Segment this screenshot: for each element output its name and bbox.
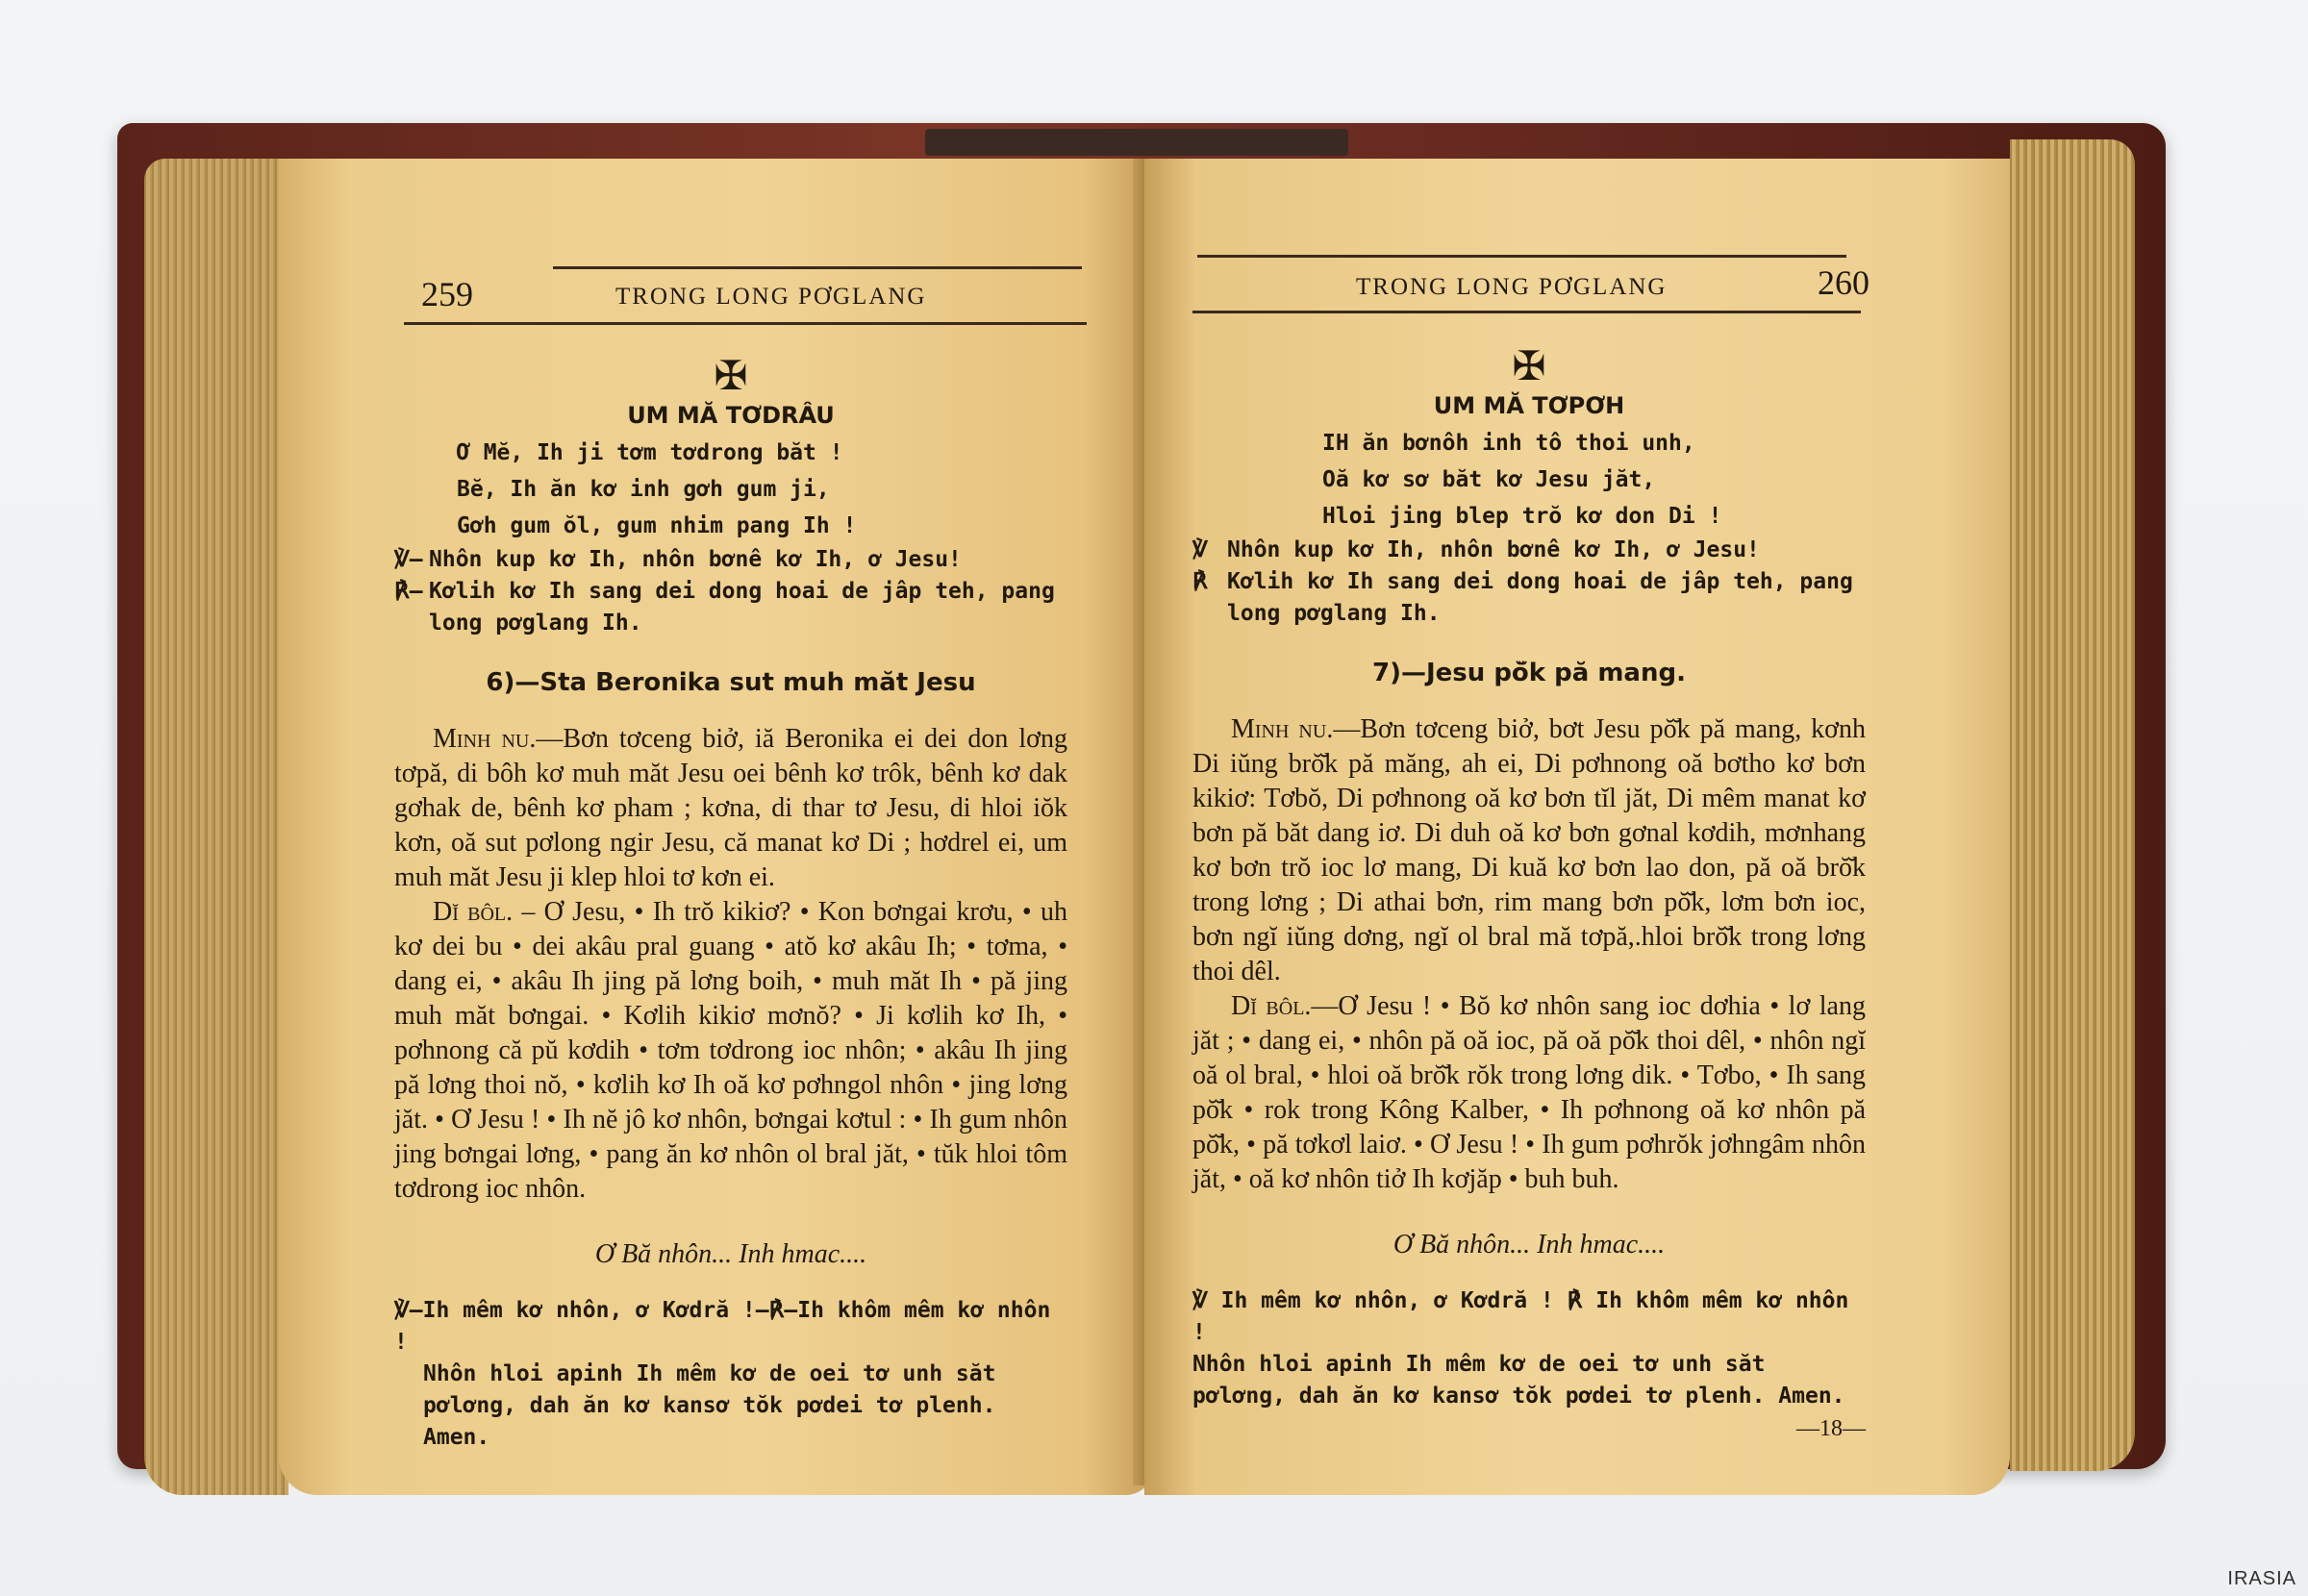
prayer-paragraph	[394, 895, 1067, 1207]
verse-line: Gơh gum ŏl, gum nhim pang Ih !	[457, 513, 857, 538]
verse-line: Oă kơ sơ băt kơ Jesu jăt,	[1322, 467, 1656, 492]
right-page	[1144, 159, 2010, 1495]
header-bottom-rule	[1192, 311, 1861, 313]
page-number: 259	[421, 275, 473, 313]
running-head: TRONG LONG PƠGLANG	[615, 284, 927, 310]
response	[1192, 566, 1866, 630]
versicle-text: Nhôn kup kơ Ih, nhôn bơnê kơ Ih, ơ Jesu!	[1227, 537, 1760, 562]
response-text: Kơlih kơ Ih sang dei dong hoai de jâp teh, pang long pơglang Ih.	[1227, 569, 1853, 626]
page-number: 260	[1818, 263, 1869, 302]
signature-mark: —18—	[1796, 1416, 1866, 1441]
closing-rest: Nhôn hloi apinh Ih mêm kơ de oei tơ unh săt pơlơng, dah ăn kơ kansơ tŏk pơdei tơ plenh. Amen.	[423, 1361, 996, 1450]
left-page	[279, 159, 1154, 1495]
response-mark: ℟—	[394, 579, 423, 604]
closing-response-mark: ℟—	[768, 1298, 798, 1323]
closing-rest: Nhôn hloi apinh Ih mêm kơ de oei tơ unh săt pơlơng, dah ăn kơ kansơ tŏk pơdei tơ plenh. Amen.	[1192, 1352, 1845, 1409]
closing-versicle: Ih mêm kơ nhôn, ơ Kơdră !—	[422, 1298, 769, 1323]
di-bol-label: Dĭ bôl.	[1231, 991, 1312, 1021]
versicle-mark: ℣—	[394, 547, 423, 572]
hymn-verse	[1192, 425, 1866, 535]
closing-versicle-mark: ℣—	[394, 1298, 423, 1323]
versicle-mark: ℣	[1192, 537, 1208, 562]
our-father-line: Ơ Bă nhôn... Inh hmac....	[1392, 1230, 1666, 1259]
prayer-text: – Ơ Jesu, • Ih trŏ kikiơ? • Kon bơngai krơu, • uh kơ dei bu • dei akâu pral guang • atŏ kơ akâu Ih; • tơma, • dang ei, • akâu Ih jing pă lơng boih, • muh măt Ih • pă jing muh măt bơngai. • Kơlih kikiơ mơnŏ? • Ji kơlih kơ Ih, • pơhnong că pŭ kơdih • tơm tơdrong ioc nhôn; • akâu Ih jing pă lơng thoi nŏ, • kơlih kơ Ih oă kơ pơhngol nhôn • jing lơng jăt. • Ơ Jesu ! • Ih nĕ jô kơ nhôn, bơngai kơtul : • Ih gum nhôn jing bơngai lơng, • pang ăn kơ nhôn ol bral jăt, • tŭk hloi tôm tơdrong ioc nhôn.	[394, 897, 1068, 1204]
verse-line: Ơ Mĕ, Ih ji tơm tơdrong băt !	[457, 440, 843, 465]
closing-response: Ih khôm mêm kơ nhôn !	[394, 1298, 1051, 1355]
closing-prayer	[394, 1295, 1067, 1454]
our-father-line: Ơ Bă nhôn... Inh hmac....	[594, 1239, 867, 1269]
left-page-header	[279, 266, 1154, 324]
meditation-text: —Bơn tơceng biở, iă Beronika ei dei don lơng tơpă, di bôh kơ muh măt Jesu oei bênh kơ trôk, bênh kơ dak gơhak de, bênh kơ pham ; kơna, di thar tơ Jesu, di hloi iŏk kơn, oă sut pơlong ngir Jesu, că manat kơ Di ; hơdrel ei, um muh măt Jesu ji klep hloi tơ kơn ei.	[394, 724, 1067, 892]
closing-prayer	[1192, 1285, 1866, 1412]
versicle-text: Nhôn kup kơ Ih, nhôn bơnê kơ Ih, ơ Jesu!	[429, 547, 962, 572]
prayer-paragraph	[1192, 989, 1866, 1197]
hymn-verse	[394, 435, 1067, 544]
section-title: 7)—Jesu pŏ̆k pă mang.	[1372, 659, 1686, 687]
watermark: IRASIA	[2227, 1568, 2296, 1589]
versicle	[394, 544, 1067, 576]
minh-nu-label: Minh nu.	[433, 724, 537, 754]
response-text: Kơlih kơ Ih sang dei dong hoai de jâp teh, pang long pơglang Ih.	[429, 579, 1055, 636]
meditation-paragraph	[394, 722, 1067, 895]
closing-versicle: Ih mêm kơ nhôn, ơ Kơdră !	[1220, 1288, 1554, 1313]
left-page-edges	[144, 159, 288, 1495]
meditation-text: —Bơn tơceng biở, bơt Jesu pŏ̆k pă mang, kơnh Di iŭng brŏ̆k pă măng, ah ei, Di pơhnong oă bơtho kơ bơn kikiơ: Tơbŏ, Di pơhnong oă kơ bơn tĭl jăt, Di mêm manat kơ bơn pă băt dang iơ. Di duh oă kơ bơn gơnal kơdih, mơnhang kơ bơn trŏ ioc lơ mang, Di kuă kơ bơn lao don, pă oă brŏ̆k trong lơng ; Di athai bơn, rim mang bơn pŏ̆k, lơm bơn ioc, bơn ngĭ iŭng dơng, ngĭ ol bral mă tơpă,.hloi brŏ̆k trong lơng thoi dêl.	[1192, 714, 1866, 986]
verse-line: IH ăn bơnôh inh tô thoi unh,	[1322, 431, 1695, 456]
closing-response: Ih khôm mêm kơ nhôn !	[1192, 1288, 1849, 1345]
closing-versicle-mark: ℣	[1192, 1288, 1208, 1313]
right-page-edges	[2010, 139, 2135, 1471]
running-head: TRONG LONG PƠGLANG	[1356, 274, 1668, 300]
response-mark: ℟	[1192, 569, 1208, 594]
header-top-rule	[1197, 255, 1846, 258]
right-page-header	[1144, 255, 2010, 312]
meditation-paragraph	[1192, 712, 1866, 989]
hymn-title: UM MĂ TƠDRÂU	[627, 402, 835, 429]
hymn-title: UM MĂ TƠPƠH	[1433, 392, 1625, 419]
right-page-body	[1192, 346, 1866, 1442]
prayer-text: —Ơ Jesu ! • Bŏ kơ nhôn sang ioc dơhia • lơ lang jăt ; • dang ei, • nhôn pă oă ioc, pă oă pŏ̆k thoi dêl, • nhôn ngĭ oă ol bral, • hloi oă brŏ̆k rŏk trong lơng dik. • Tơbo, • Ih sang pŏ̆k • rok trong Kông Kalber, • Ih pơhnong oă kơ nhôn pă pŏ̆k, • pă tơkơl laiơ. • Ơ Jesu ! • Ih gum pơhrŏk jơhngâm nhôn jăt, • oă kơ nhôn tiở Ih kơjăp • buh buh.	[1192, 991, 1866, 1194]
di-bol-label: Dĭ bôl.	[433, 897, 514, 927]
minh-nu-label: Minh nu.	[1231, 714, 1334, 744]
closing-response-mark: ℟	[1567, 1288, 1583, 1313]
bookmark-ribbon	[925, 129, 1348, 156]
versicle	[1192, 535, 1866, 566]
cross-icon: ✠	[1512, 345, 1546, 389]
response	[394, 576, 1067, 639]
section-title: 6)—Sta Beronika sut muh măt Jesu	[486, 668, 976, 697]
verse-line: Bĕ, Ih ăn kơ inh gơh gum ji,	[457, 477, 830, 502]
left-page-body	[394, 356, 1067, 1454]
verse-line: Hloi jing blep trŏ kơ don Di !	[1322, 504, 1722, 529]
header-top-rule	[553, 266, 1082, 269]
cross-icon: ✠	[714, 355, 748, 399]
header-bottom-rule	[404, 322, 1087, 325]
